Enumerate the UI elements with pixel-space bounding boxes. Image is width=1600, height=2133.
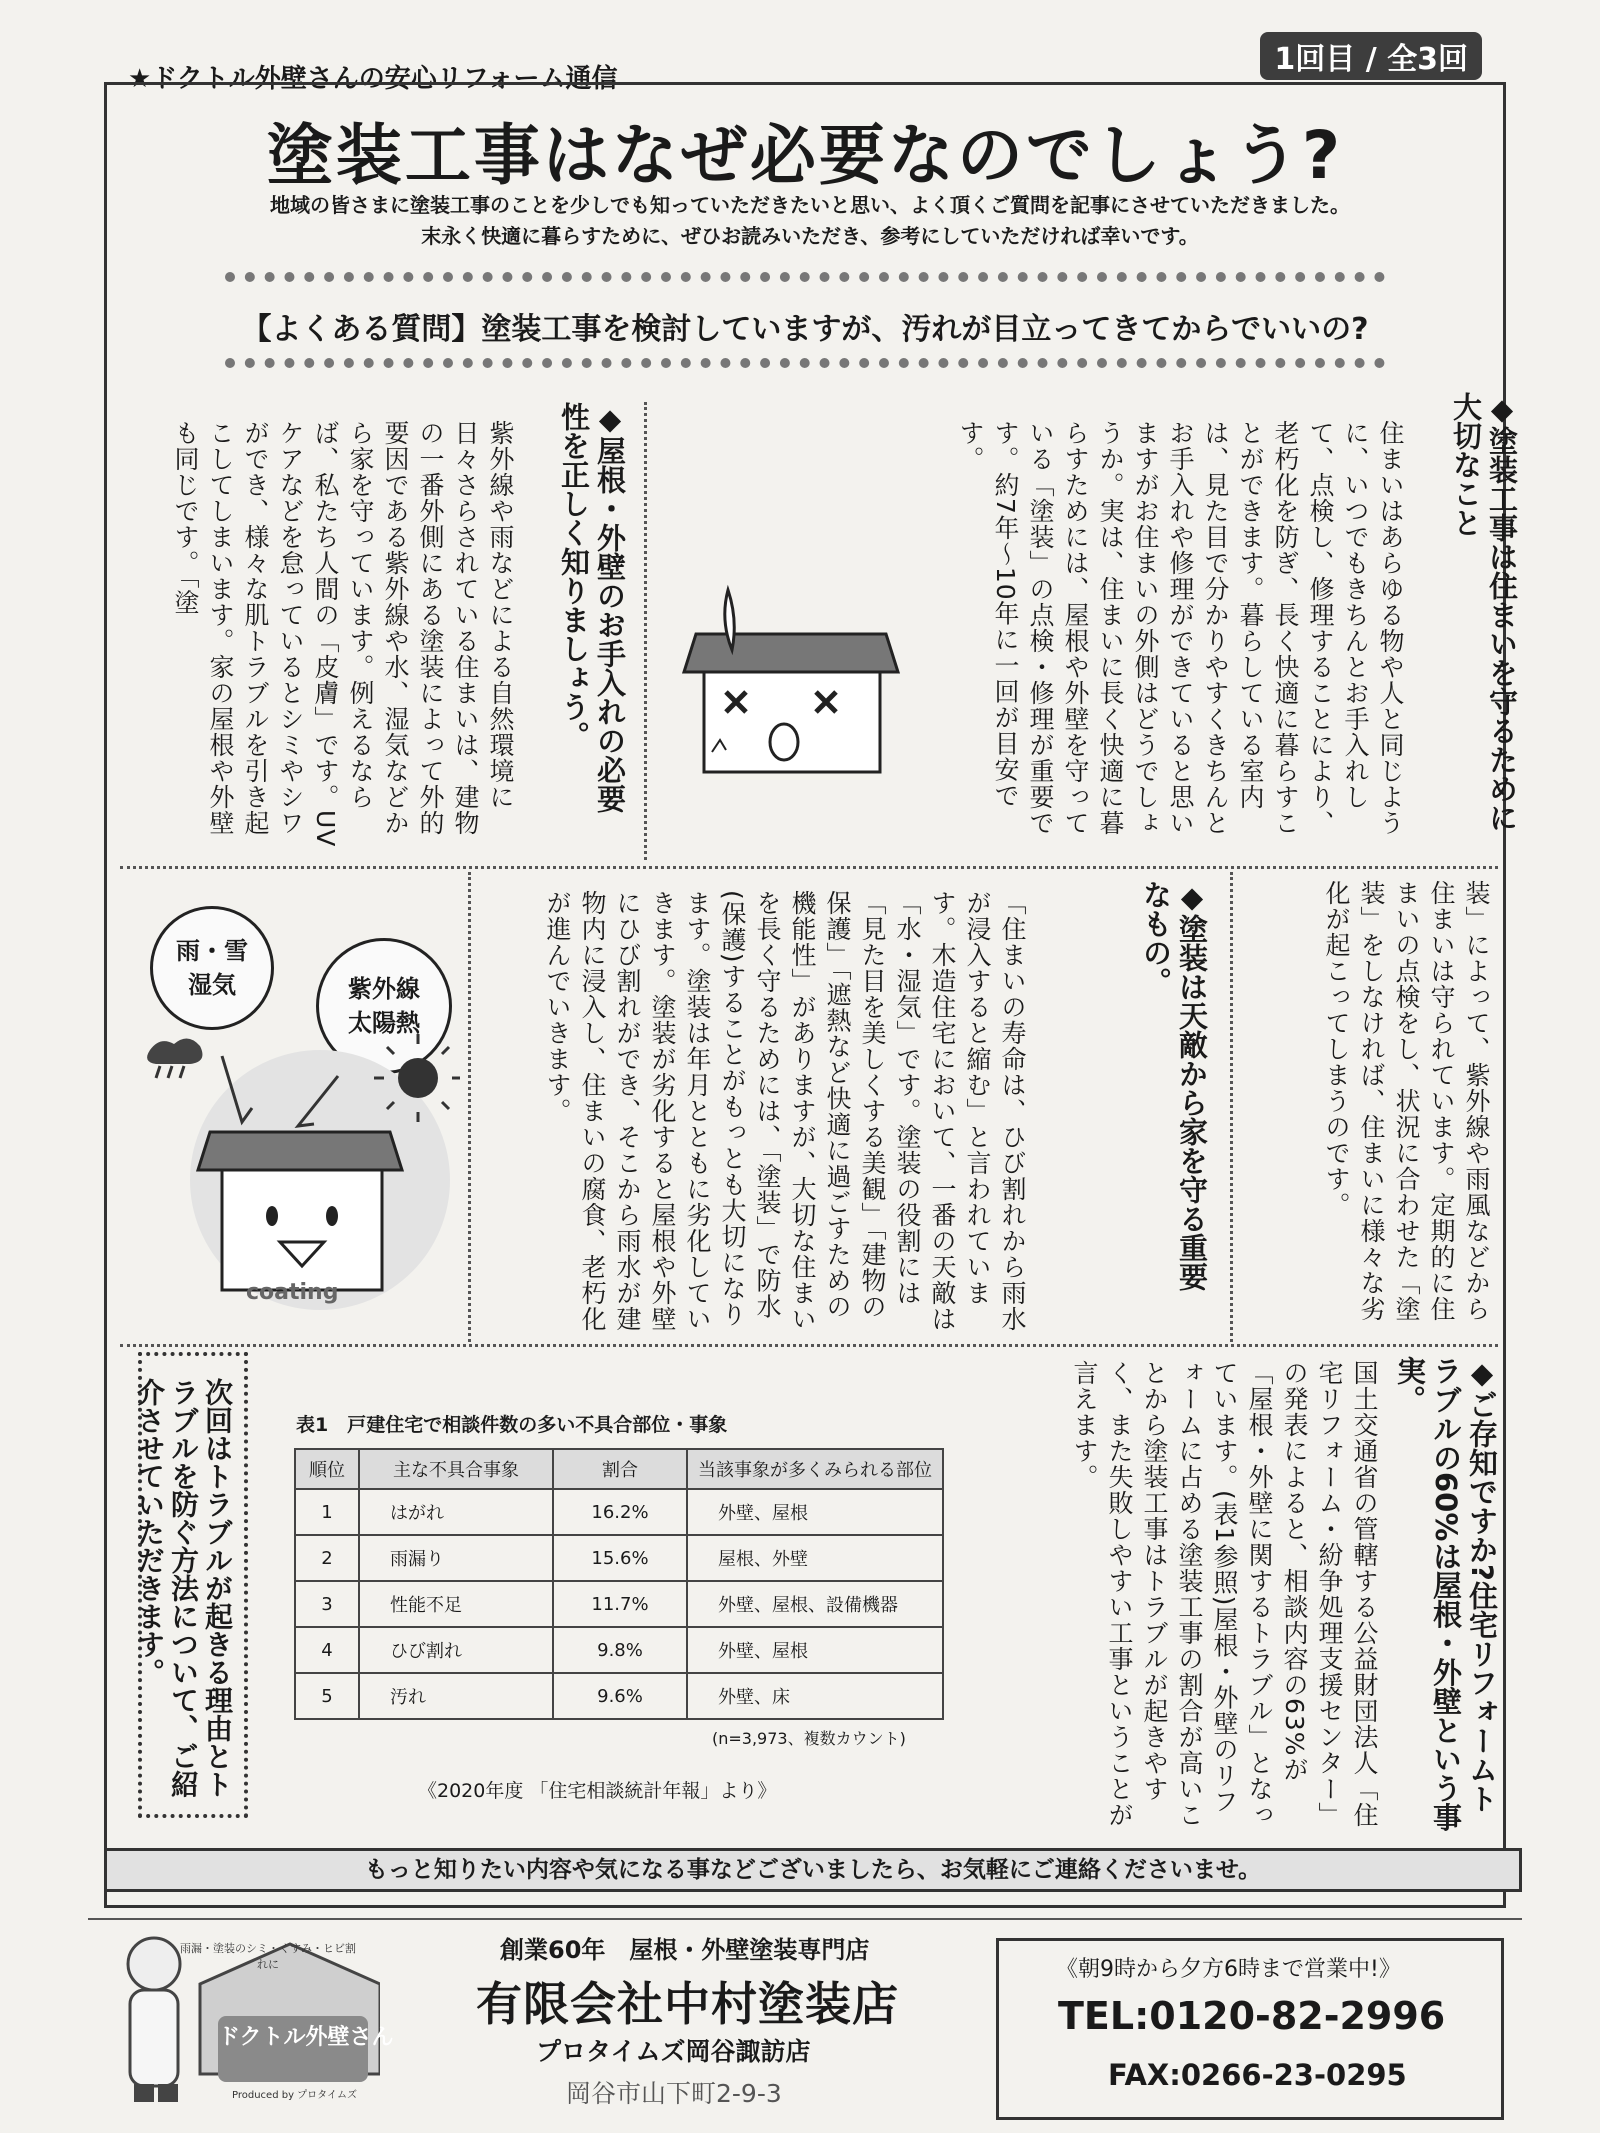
table-header-row	[295, 1449, 943, 1489]
table-cell: 11.7%	[553, 1581, 687, 1627]
bubble-rain-snow: 雨・雪 湿気	[150, 906, 274, 1030]
table-cell: ひび割れ	[359, 1627, 553, 1673]
divider-vertical	[1230, 872, 1233, 1342]
intro-line-2: 末永く快適に暮らすために、ぜひお読みいただき、参考にしていただければ幸いです。	[421, 224, 1199, 248]
table-cell: 15.6%	[553, 1535, 687, 1581]
section1-body: 住まいはあらゆる物や人と同じように、いつでもきちんとお手入れして、点検し、修理することにより、老朽化を防ぎ、長く快適に暮らすことができます。暮らしている室内は、見た目で分かりやすくきちんとお手入れや修理ができていると思いますがお住まいの外側はどうでしょうか。実は、住まいに長く快適に暮らすためには、屋根や外壁を守っている「塗装」の点検・修理が重要です。約7年～10年に一回が目安です。	[956, 420, 1405, 836]
intro-line-1: 地域の皆さまに塗装工事のことを少しでも知っていただきたいと思い、よく頂くご質問を記事にさせていただきました。	[270, 193, 1350, 217]
table-cell: 雨漏り	[359, 1535, 553, 1581]
table-row	[295, 1489, 943, 1535]
phone-number[interactable]: TEL:0120-82-2996	[1058, 1994, 1446, 2038]
section1-heading: ◆塗装工事は住まいを守るために大切なこと	[1449, 392, 1519, 832]
complaints-table	[294, 1448, 944, 1720]
table-cell: はがれ	[359, 1489, 553, 1535]
table-cell: 性能不足	[359, 1581, 553, 1627]
table-cell: 3	[295, 1581, 359, 1627]
divider-dots-bottom	[225, 358, 1385, 368]
company-address: 岡谷市山下町2-9-3	[566, 2079, 782, 2108]
table-cell: 1	[295, 1489, 359, 1535]
intro-text	[150, 190, 1470, 252]
table-cell: 5	[295, 1673, 359, 1719]
logo-subtext: 雨漏・塗装のシミ・くすみ・ヒビ割れに	[180, 1942, 356, 1971]
section3-body: 「住まいの寿命は、ひび割れから雨水が浸入すると縮む」と言われています。木造住宅において、一番の天敵は「水・湿気」です。塗装の役割には「見た目を美しくする美観」「建物の保護」「遮熱など快適に過ごすための機能性」がありますが、大切な住まいを長く守るためには、「塗装」で防水(保護)することがもっとも大切になります。塗装は年月とともに劣化していきます。塗装が劣化すると屋根や外壁にひび割れができ、そこから雨水が建物内に浸入し、住まいの腐食、老朽化が進んでいきます。	[543, 890, 1027, 1332]
company-tagline: 創業60年 屋根・外壁塗装専門店	[500, 1936, 870, 1964]
divider-horizontal	[120, 1344, 1498, 1347]
section2-body: 紫外線や雨などによる自然環境に日々さらされている住まいは、建物の一番外側にある塗装によって外的要因である紫外線や水、湿気などから家を守っています。例えるならば、私たち人間の「皮膚」です。UVケアなどを怠っているとシミやシワができ、様々な肌トラブルを引き起こしてしまいます。家の屋根や外壁も同じです。「塗	[171, 420, 515, 848]
table-caption: 表1 戸建住宅で相談件数の多い不具合部位・事象	[296, 1414, 728, 1436]
table-cell: 外壁、床	[687, 1673, 943, 1719]
produced-by: Produced by プロタイムズ	[232, 2090, 357, 2101]
section2-heading: ◆屋根・外壁のお手入れの必要性を正しく知りましょう。	[557, 402, 627, 813]
table-source: 《2020年度 「住宅相談統計年報」より》	[418, 1780, 777, 1802]
table-cell: 4	[295, 1627, 359, 1673]
table-row	[295, 1535, 943, 1581]
divider-vertical	[468, 872, 471, 1342]
page-title: 塗装工事はなぜ必要なのでしょう?	[266, 117, 1344, 194]
table-header: 当該事象が多くみられる部位	[687, 1449, 943, 1489]
logo-text: ドクトル外壁さん	[218, 2025, 394, 2050]
table-cell: 9.6%	[553, 1673, 687, 1719]
bubble-uv-heat: 紫外線 太陽熱	[316, 938, 452, 1074]
table-header: 割合	[553, 1449, 687, 1489]
contact-banner: もっと知りたい内容や気になる事などございましたら、お気軽にご連絡くださいませ。	[104, 1848, 1522, 1892]
fax-number: FAX:0266-23-0295	[1108, 2058, 1407, 2092]
table-row	[295, 1627, 943, 1673]
section3-heading: ◆塗装は天敵から家を守る重要なもの。	[1139, 880, 1209, 1291]
issue-badge: 1回目 / 全3回	[1260, 32, 1482, 80]
table-note: (n=3,973、複数カウント)	[712, 1729, 906, 1748]
divider-vertical	[644, 402, 647, 860]
table-row	[295, 1581, 943, 1627]
business-hours: 《朝9時から夕方6時まで営業中!》	[1056, 1957, 1401, 1982]
table-cell: 2	[295, 1535, 359, 1581]
table-cell: 汚れ	[359, 1673, 553, 1719]
next-issue-text: 次回はトラブルが起きる理由とトラブルを防ぐ方法について、ご紹介させていただきます。	[133, 1378, 234, 1798]
faq-question: 【よくある質問】塗装工事を検討していますが、汚れが目立ってきてからでいいの?	[241, 312, 1369, 347]
table-cell: 16.2%	[553, 1489, 687, 1535]
company-branch: プロタイムズ岡谷諏訪店	[536, 2037, 811, 2066]
company-name: 有限会社中村塗装店	[476, 1977, 899, 2031]
table-cell: 外壁、屋根	[687, 1489, 943, 1535]
table-cell: 外壁、屋根	[687, 1627, 943, 1673]
next-issue-note	[133, 1352, 248, 1818]
divider-horizontal	[120, 866, 1498, 869]
coated-house-icon	[130, 1020, 460, 1320]
table-row	[295, 1673, 943, 1719]
table-cell: 9.8%	[553, 1627, 687, 1673]
coating-caption: coating	[246, 1280, 339, 1305]
section1-body-continued: 装」によって、紫外線や雨風などから住まいは守られています。定期的に住まいの点検をし、状況に合わせた「塗装」をしなければ、住まいに様々な劣化が起こってしまうのです。	[1322, 880, 1491, 1322]
table-header: 順位	[295, 1449, 359, 1489]
sad-house-icon	[676, 582, 908, 782]
table-header: 主な不具合事象	[359, 1449, 553, 1489]
divider-dots-top	[225, 272, 1385, 282]
table-cell: 屋根、外壁	[687, 1535, 943, 1581]
newsletter-kicker: ★ドクトル外壁さんの安心リフォーム通信	[128, 64, 618, 94]
section4-body: 国土交通省の管轄する公益財団法人「住宅リフォーム・紛争処理支援センター」の発表によると、相談内容の63%が「屋根・外壁に関するトラブル」となっています。(表1参照)屋根・外壁のリフォームに占める塗装工事の割合が高いことから塗装工事はトラブルが起きやすく、また失敗しやすい工事ということが言えます。	[1070, 1360, 1379, 1828]
table-cell: 外壁、屋根、設備機器	[687, 1581, 943, 1627]
section4-heading: ◆ご存知ですか?住宅リフォームトラブルの60%は屋根・外壁という事実。	[1393, 1356, 1499, 1832]
